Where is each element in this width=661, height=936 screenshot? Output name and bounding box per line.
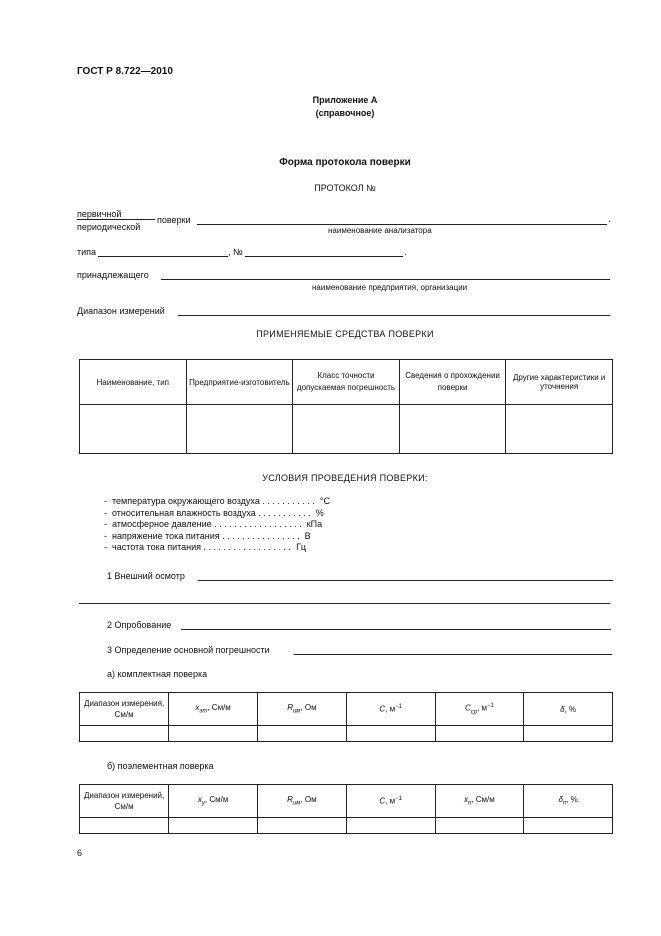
periodic-label: периодической — [77, 222, 141, 232]
number-label: , № — [228, 247, 243, 257]
annex-title: Приложение А — [312, 95, 378, 105]
organization-line[interactable] — [161, 279, 610, 280]
complete-table — [79, 692, 613, 742]
testing-line[interactable] — [181, 629, 611, 630]
element-table — [79, 784, 613, 834]
conditions-title: УСЛОВИЯ ПРОВЕДЕНИЯ ПОВЕРКИ: — [262, 473, 428, 483]
complete-header-delta: δ, % — [524, 693, 613, 726]
external-inspection-line[interactable] — [198, 580, 613, 581]
element-header-x: $x_у$, См/м — [169, 785, 258, 818]
tools-cell[interactable] — [80, 405, 187, 454]
page-number: 6 — [77, 848, 83, 858]
element-header-x-p: $x_п$, См/м — [435, 785, 524, 818]
step-testing: 2 Опробование — [107, 620, 172, 630]
belongs-label: принадлежащего — [77, 270, 149, 280]
complete-verification-title: а) комплектная поверка — [107, 669, 208, 679]
element-header-delta: $\delta_п$, % — [524, 785, 613, 818]
complete-header-c-avg: $C_{ср}$, $м^{-1}$ — [435, 693, 524, 726]
condition-pressure: - атмосферное давление . . . . . . . . . . . . . . . . . . кПа — [104, 519, 323, 530]
tools-header-name: Наименование, тип — [80, 360, 187, 405]
condition-humidity: - относительная влажность воздуха . . . . . . . . . . . % — [104, 507, 324, 518]
complete-cell[interactable] — [258, 726, 347, 742]
external-inspection-line-2[interactable] — [79, 603, 610, 604]
tools-cell[interactable] — [293, 405, 400, 454]
org-caption: наименование предприятия, организации — [312, 283, 468, 292]
tools-title: ПРИМЕНЯЕМЫЕ СРЕДСТВА ПОВЕРКИ — [256, 329, 434, 339]
tools-cell[interactable] — [186, 405, 293, 454]
element-cell[interactable] — [257, 818, 346, 834]
element-cell[interactable] — [80, 818, 169, 834]
condition-voltage: - напряжение тока питания . . . . . . . . . . . . . . . . В — [104, 530, 311, 541]
condition-temperature: - температура окружающего воздуха . . . . . . . . . . . °С — [104, 496, 330, 506]
tools-cell[interactable] — [399, 405, 506, 454]
form-title: Форма протокола поверки — [279, 157, 411, 168]
primary-periodic-divider — [77, 219, 155, 220]
type-label: типа — [77, 247, 97, 257]
complete-header-x: $x_{эт}$, См/м — [169, 693, 258, 726]
tools-table — [79, 359, 613, 454]
complete-header-range: Диапазон измерения, См/м — [80, 693, 169, 726]
protocol-label: ПРОТОКОЛ № — [314, 183, 376, 193]
tools-header-other: Другие характеристики и уточнения — [506, 360, 613, 405]
step-external-inspection: 1 Внешний осмотр — [107, 571, 185, 581]
annex-type: (справочное) — [315, 108, 375, 118]
error-determination-line[interactable] — [294, 654, 612, 655]
tools-header-accuracy: Класс точности допускаемая погрешность — [293, 360, 400, 405]
analyzer-caption: наименование анализатора — [328, 226, 432, 235]
complete-header-c: C, $м^{-1}$ — [346, 693, 435, 726]
period-mark-2: . — [404, 247, 407, 257]
element-verification-title: б) поэлементная поверка — [107, 761, 214, 771]
number-line[interactable] — [245, 256, 403, 257]
range-label: Диапазон измерений — [77, 306, 165, 316]
complete-cell[interactable] — [435, 726, 524, 742]
period-mark: . — [608, 214, 611, 224]
analyzer-name-line[interactable] — [197, 224, 607, 225]
complete-cell[interactable] — [80, 726, 169, 742]
element-cell[interactable] — [524, 818, 613, 834]
element-cell[interactable] — [435, 818, 524, 834]
element-header-r: $R_{им}$, Ом — [257, 785, 346, 818]
type-line[interactable] — [98, 256, 228, 257]
standard-code: ГОСТ Р 8.722—2010 — [77, 66, 173, 77]
primary-label: первичной — [77, 209, 122, 219]
element-cell[interactable] — [169, 818, 258, 834]
range-line[interactable] — [178, 315, 610, 316]
tools-cell[interactable] — [506, 405, 613, 454]
condition-frequency: - частота тока питания . . . . . . . . . . . . . . . . . . Гц — [104, 542, 307, 553]
complete-cell[interactable] — [169, 726, 258, 742]
element-header-c: C, $м^{-1}$ — [346, 785, 435, 818]
tools-header-verification-info: Сведения о прохождении поверки — [399, 360, 506, 405]
element-cell[interactable] — [346, 818, 435, 834]
complete-cell[interactable] — [346, 726, 435, 742]
conditions-list — [104, 496, 330, 554]
verification-label: поверки — [157, 215, 191, 225]
element-header-range: Диапазон измерений, См/м — [80, 785, 169, 818]
step-error-determination: 3 Определение основной погрешности — [107, 645, 270, 655]
tools-header-manufacturer: Предприятие-изготовитель — [186, 360, 293, 405]
complete-header-r: $R_{им}$, Ом — [258, 693, 347, 726]
complete-cell[interactable] — [524, 726, 613, 742]
